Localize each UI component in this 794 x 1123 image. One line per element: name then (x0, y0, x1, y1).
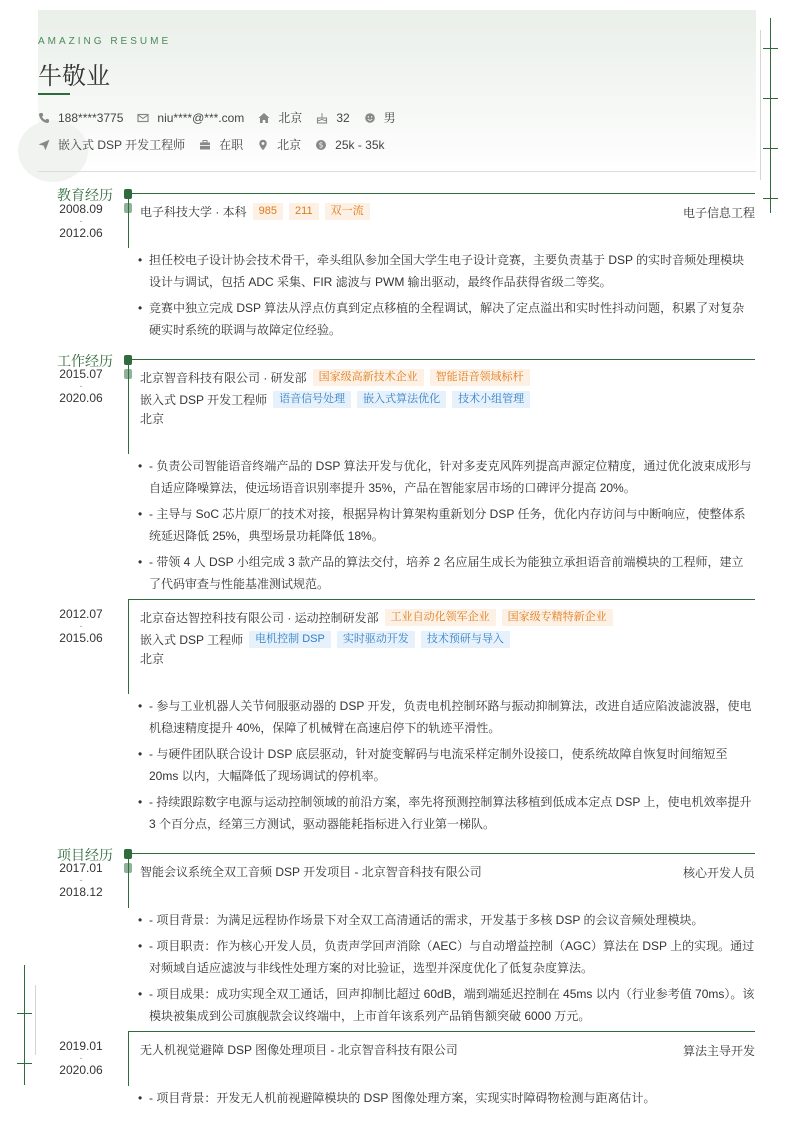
target-position-text: 嵌入式 DSP 开发工程师 (58, 138, 186, 152)
skill-tag: 技术小组管理 (452, 391, 530, 408)
mail-icon (137, 112, 149, 124)
education-date-range (58, 202, 104, 240)
right-decoration-tick (763, 148, 778, 149)
list-item: • - 项目背景：为满足远程协作场景下对全双工高清通话的需求，开发基于多核 DSP 的会议音频处理模块。 (138, 909, 755, 931)
location-pin-icon (257, 139, 269, 151)
name-underline (38, 93, 70, 95)
list-item: • - 带领 4 人 DSP 小组完成 3 款产品的算法交付，培养 2 名应届生成长为能独立承担语音前端模块的工程师，建立了代码审查与性能基准测试规范。 (138, 551, 755, 595)
list-item: • 竞赛中独立完成 DSP 算法从浮点仿真到定点移植的全程调试，解决了定点溢出和实时性抖动问题，积累了对复杂硬实时系统的联调与故障定位经验。 (138, 297, 755, 341)
right-decoration-tick (763, 98, 778, 99)
end-date: 2012.06 (59, 226, 103, 240)
timeline-line (128, 853, 129, 908)
skill-tag: 嵌入式算法优化 (357, 391, 446, 408)
project-section-title: 项目经历 (57, 847, 113, 863)
position-name: 嵌入式 DSP 开发工程师 (140, 393, 268, 407)
left-decoration-tick (17, 1013, 32, 1014)
list-item: • - 项目成果：成功实现全双工通话，回声抑制比超过 60dB，端到端延迟控制在 45ms 以内（行业参考值 70ms）。该模块被集成到公司旗舰款会议终端中，上市首年该系列产品销售额突破 6000 万元。 (138, 983, 755, 1027)
job-intent-row (38, 136, 399, 153)
project-role: 算法主导开发 (682, 1044, 755, 1058)
target-position-info (38, 136, 185, 153)
left-decoration-line (24, 965, 25, 1085)
company-name: 北京智音科技有限公司 · 研发部 (140, 371, 307, 385)
company-tag: 国家级专精特新企业 (502, 609, 613, 626)
project-name: 无人机视觉避障 DSP 图像处理项目 - 北京智音科技有限公司 (140, 1043, 458, 1057)
position-row (140, 631, 510, 648)
list-item: • - 项目背景：开发无人机前视避障模块的 DSP 图像处理方案，实现实时障碍物检测与距离估计。 (138, 1087, 755, 1109)
list-item: • - 参与工业机器人关节伺服驱动器的 DSP 开发，负责电机控制环路与振动抑制算法，改进自适应陷波滤波器，使电机稳速精度提升 40%，保障了机械臂在高速启停下的轨迹平滑性。 (138, 695, 755, 739)
section-line (128, 853, 755, 854)
skill-tag: 实时驱动开发 (337, 631, 415, 648)
company-name: 北京奋达智控科技有限公司 · 运动控制研发部 (140, 611, 379, 625)
end-date: 2015.06 (59, 631, 103, 645)
section-line (128, 193, 755, 194)
skill-tag: 电机控制 DSP (249, 631, 331, 648)
start-date: 2015.07 (59, 367, 103, 381)
work-bullet-list (138, 695, 755, 839)
list-item: • 担任校电子设计协会技术骨干，牵头组队参加全国大学生电子设计竞赛，主要负责基于 DSP 的实时音频处理模块设计与调试，包括 ADC 采集、FIR 滤波与 PWM 输出驱动，最终作品获得省级二等奖。 (138, 249, 755, 293)
start-date: 2012.07 (59, 607, 103, 621)
candidate-name: 牛敬业 (38, 63, 110, 90)
date-separator: - (79, 875, 83, 885)
phone-icon (38, 112, 50, 124)
project-name: 智能会议系统全双工音频 DSP 开发项目 - 北京智音科技有限公司 (140, 865, 482, 879)
timeline-line (128, 193, 129, 248)
end-date: 2020.06 (59, 1063, 103, 1077)
hometown-text: 北京 (278, 111, 303, 125)
date-separator: - (79, 621, 83, 631)
work-section-title: 工作经历 (57, 353, 113, 369)
resume-tagline: AMAZING RESUME (38, 36, 172, 47)
send-icon (38, 139, 50, 151)
school-name: 电子科技大学 · 本科 (140, 205, 247, 219)
school-tag: 双一流 (325, 203, 370, 220)
list-item: • - 项目职责：作为核心开发人员，负责声学回声消除（AEC）与自动增益控制（AGC）算法在 DSP 上的实现。通过对频域自适应滤波与非线性处理方案的对比验证，选型并深度优化了低复杂度算法。 (138, 935, 755, 979)
project-bullet-list (138, 1087, 755, 1113)
school-tag: 211 (289, 203, 319, 220)
email-info (137, 111, 244, 125)
start-date: 2019.01 (59, 1039, 103, 1053)
company-tag: 智能语音领域标杆 (430, 369, 530, 386)
list-item: • - 负责公司智能语音终端产品的 DSP 算法开发与优化，针对多麦克风阵列提高声源定位精度，通过优化波束成形与自适应降噪算法，使远场语音识别率提升 35%，产品在智能家居市场的口碑评分提高 20%。 (138, 455, 755, 499)
work-city: 北京 (140, 652, 165, 666)
project-role: 核心开发人员 (682, 866, 755, 880)
entry-line (128, 1031, 755, 1032)
project-date-range (58, 861, 104, 899)
work-date-range (58, 607, 104, 645)
major-name: 电子信息工程 (682, 206, 755, 220)
list-item: • - 与硬件团队联合设计 DSP 底层驱动，针对旋变解码与电流采样定制外设接口，使系统故障自恢复时间缩短至 20ms 以内，大幅降低了现场调试的停机率。 (138, 743, 755, 787)
school-row (140, 203, 370, 220)
phone-info (38, 111, 123, 125)
right-decoration-tick (763, 48, 778, 49)
education-section-title: 教育经历 (57, 187, 113, 203)
company-tag: 国家级高新技术企业 (313, 369, 424, 386)
work-bullet-list (138, 455, 755, 599)
timeline-line (128, 1031, 129, 1086)
school-tag: 985 (253, 203, 283, 220)
work-city: 北京 (140, 412, 165, 426)
cake-icon (316, 112, 328, 124)
home-icon (258, 112, 270, 124)
date-separator: - (79, 1053, 83, 1063)
company-row (140, 369, 530, 386)
company-row (140, 609, 613, 626)
left-decoration-tick (17, 1063, 32, 1064)
skill-tag: 语音信号处理 (273, 391, 351, 408)
start-date: 2008.09 (59, 202, 103, 216)
list-item: • - 主导与 SoC 芯片原厂的技术对接，根据异构计算架构重新划分 DSP 任务，优化内存访问与中断响应，使整体系统延迟降低 25%，典型场景功耗降低 18%。 (138, 503, 755, 547)
start-date: 2017.01 (59, 861, 103, 875)
work-date-range (58, 367, 104, 405)
project-bullet-list (138, 909, 755, 1031)
list-item: • - 持续跟踪数字电源与运动控制领域的前沿方案，率先将预测控制算法移植到低成本定点 DSP 上，使电机效率提升 3 个百分点，经第三方测试，驱动器能耗指标进入行业第一梯队。 (138, 791, 755, 835)
email-address: niu****@***.com (157, 110, 245, 125)
age-info (316, 111, 349, 125)
entry-line (128, 599, 755, 600)
phone-number: 188****3775 (58, 110, 124, 125)
gender-text: 男 (383, 111, 396, 125)
end-date: 2018.12 (59, 885, 103, 899)
timeline-line (128, 599, 129, 694)
education-bullet-list (138, 249, 755, 345)
right-decoration-tick (763, 198, 778, 199)
position-row (140, 391, 530, 408)
age-text: 32 (336, 110, 350, 125)
expected-salary-text: 25k - 35k (335, 137, 385, 152)
skill-tag: 技术预研与导入 (421, 631, 510, 648)
briefcase-icon (199, 139, 211, 151)
gender-icon (364, 112, 376, 124)
timeline-line (128, 359, 129, 454)
company-tag: 工业自动化领军企业 (385, 609, 496, 626)
svg-text:$: $ (318, 140, 324, 150)
salary-icon (315, 139, 327, 151)
end-date: 2020.06 (59, 391, 103, 405)
target-city-text: 北京 (277, 138, 302, 152)
gender-info (364, 109, 396, 126)
date-separator: - (79, 381, 83, 391)
hometown-info (258, 109, 302, 126)
expected-salary-info (315, 138, 384, 152)
date-separator: - (79, 216, 83, 226)
contact-info-row (38, 109, 410, 126)
left-decoration-thin-line (35, 985, 36, 1055)
job-status-text: 在职 (219, 138, 244, 152)
project-date-range (58, 1039, 104, 1077)
header-divider (38, 171, 756, 172)
section-line (128, 359, 755, 360)
right-decoration-thin-line (760, 30, 761, 180)
target-city-info (257, 136, 301, 153)
job-status-info (199, 136, 243, 153)
position-name: 嵌入式 DSP 工程师 (140, 633, 244, 647)
